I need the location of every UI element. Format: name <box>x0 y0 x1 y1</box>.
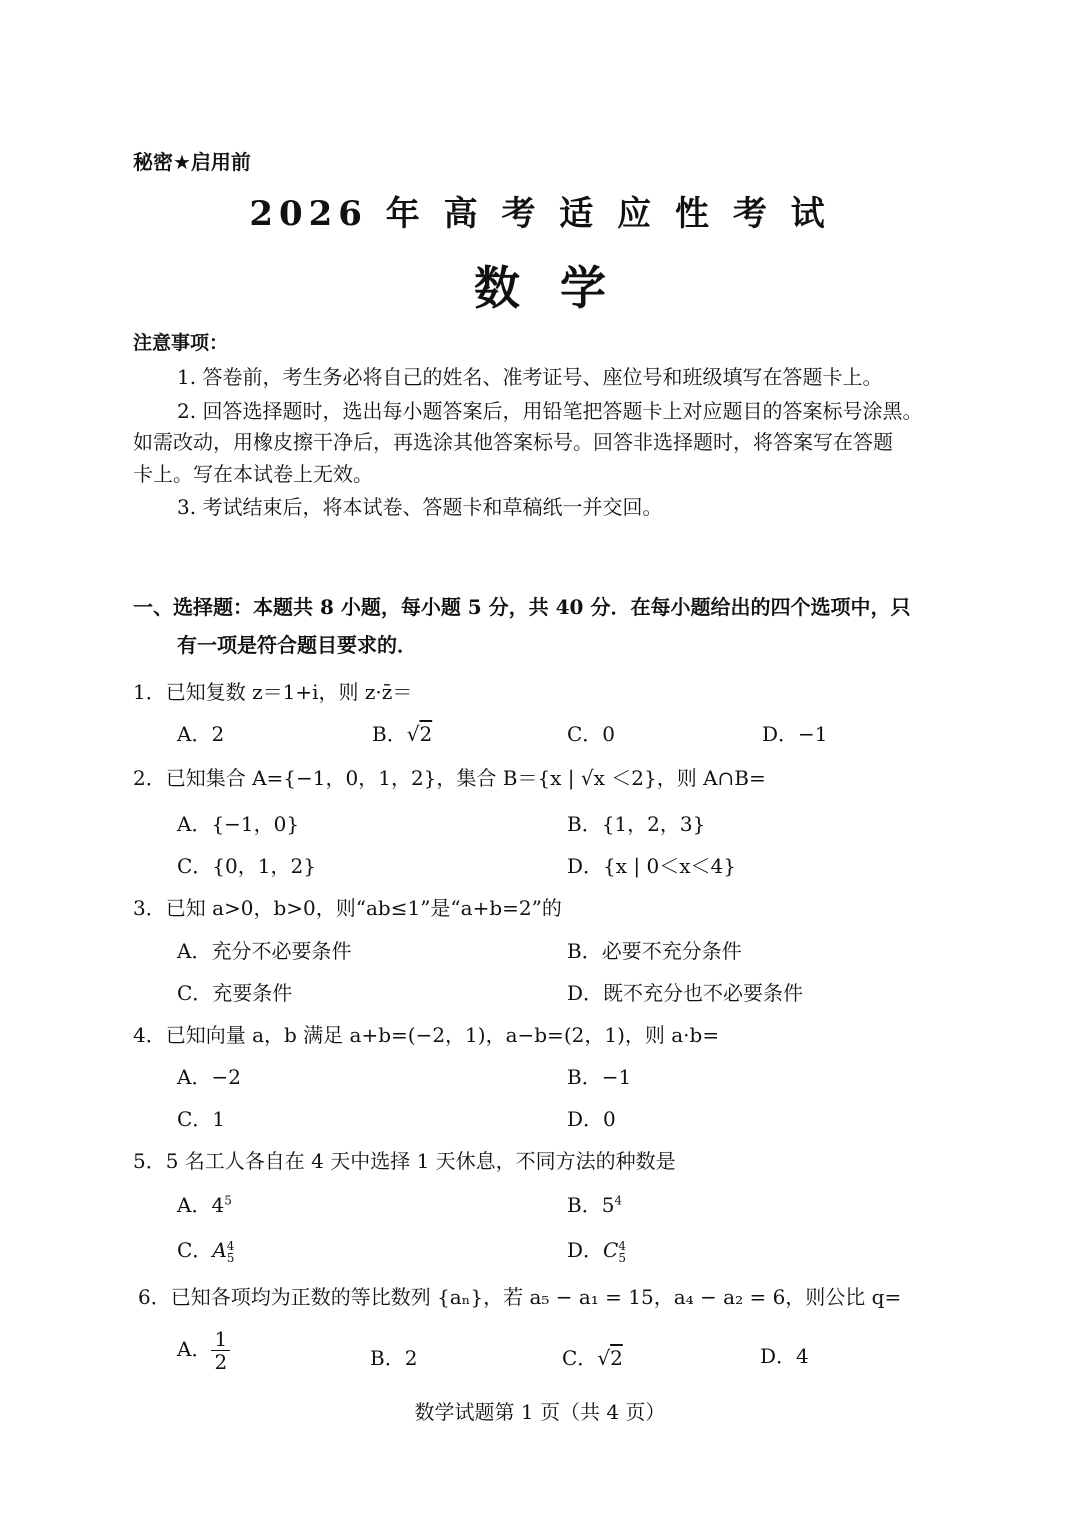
option-value: 2 <box>610 1346 623 1370</box>
question-2-option-a: A．{−1，0} <box>177 812 300 836</box>
question-6-option-d: D．4 <box>760 1344 809 1368</box>
question-3-option-b: B．必要不充分条件 <box>567 939 742 963</box>
option-label: B． <box>567 1193 602 1217</box>
page-footer: 数学试题第 1 页（共 4 页） <box>414 1400 666 1424</box>
question-3-stem: 3．已知 a>0，b>0，则“ab≤1”是“a+b=2”的 <box>133 896 562 920</box>
notice-item-3: 3. 考试结束后，将本试卷、答题卡和草稿纸一并交回。 <box>177 495 663 519</box>
subject-title: 数学 <box>474 261 646 315</box>
question-4-option-c: C．1 <box>177 1107 226 1131</box>
option-label: A． <box>177 1193 212 1217</box>
question-2-option-d: D．{x | 0＜x＜4} <box>567 854 736 878</box>
sqrt-icon: √ <box>597 1346 611 1370</box>
notice-heading: 注意事项： <box>133 332 229 354</box>
question-1-option-b <box>372 718 432 747</box>
question-3-option-d: D．既不充分也不必要条件 <box>567 981 804 1005</box>
question-4-option-d: D．0 <box>567 1107 616 1131</box>
option-indices <box>618 1240 626 1264</box>
notice-item-1: 1. 答卷前，考生务必将自己的姓名、准考证号、座位号和班级填写在答题卡上。 <box>177 365 883 389</box>
option-b-label: B． <box>372 722 407 746</box>
section-1-heading-line-2: 有一项是符合题目要求的． <box>177 633 417 657</box>
option-indices <box>227 1240 235 1264</box>
question-6-option-a <box>177 1328 230 1373</box>
question-5-option-d <box>567 1234 626 1264</box>
question-5-option-a <box>177 1189 232 1218</box>
option-superscript: 4 <box>618 1238 626 1253</box>
question-6-option-c <box>562 1342 623 1371</box>
notice-item-2-line-3: 卡上。写在本试卷上无效。 <box>133 462 373 486</box>
option-base: 4 <box>211 1193 225 1217</box>
option-subscript: 5 <box>226 1250 235 1265</box>
sqrt-icon: √ <box>406 722 420 746</box>
question-4-stem: 4．已知向量 a，b 满足 a+b=(−2，1)，a−b=(2，1)，则 a·b= <box>133 1023 720 1047</box>
fraction <box>211 1328 230 1373</box>
fraction-numerator: 1 <box>211 1328 230 1351</box>
option-label: A． <box>177 1337 212 1361</box>
option-superscript: 5 <box>224 1193 232 1208</box>
exam-title: 2026 年 高 考 适 应 性 考 试 <box>249 194 831 234</box>
question-3-option-c: C．充要条件 <box>177 981 293 1005</box>
question-2-stem: 2．已知集合 A={−1，0，1，2}，集合 B＝{x | √x ＜2}，则 A∩B= <box>133 766 766 790</box>
question-4-option-b: B．−1 <box>567 1065 632 1089</box>
notice-item-2-line-1: 2. 回答选择题时，选出每小题答案后，用铅笔把答题卡上对应题目的答案标号涂黑。 <box>177 399 923 423</box>
option-label: C． <box>562 1346 598 1370</box>
option-superscript: 4 <box>614 1193 623 1208</box>
question-2-option-b: B．{1，2，3} <box>567 812 706 836</box>
question-5-stem: 5．5 名工人各自在 4 天中选择 1 天休息，不同方法的种数是 <box>133 1149 676 1173</box>
option-base: 5 <box>601 1193 615 1217</box>
question-1-option-d: D．−1 <box>762 722 828 746</box>
question-6-stem: 6．已知各项均为正数的等比数列 {aₙ}，若 a₅ − a₁ = 15，a₄ − a₂ = 6，则公比 q= <box>138 1285 902 1309</box>
question-1-stem: 1．已知复数 z＝1+i，则 z·z̄＝ <box>133 680 413 704</box>
option-base: C <box>603 1238 619 1262</box>
question-6-option-b: B．2 <box>370 1346 418 1370</box>
option-superscript: 4 <box>226 1238 235 1253</box>
confidential-label: 秘密★启用前 <box>133 150 251 174</box>
option-base: A <box>212 1238 227 1262</box>
option-label: C． <box>177 1238 213 1262</box>
question-5-option-b <box>567 1189 622 1218</box>
option-subscript: 5 <box>618 1250 626 1265</box>
section-1-heading-line-1: 一、选择题：本题共 8 小题，每小题 5 分，共 40 分．在每小题给出的四个选项中，只 <box>133 595 911 619</box>
question-4-option-a: A．−2 <box>177 1065 241 1089</box>
question-3-option-a: A．充分不必要条件 <box>177 939 352 963</box>
question-1-option-a: A．2 <box>177 722 225 746</box>
notice-item-2-line-2: 如需改动，用橡皮擦干净后，再选涂其他答案标号。回答非选择题时，将答案写在答题 <box>133 430 893 454</box>
question-2-option-c: C．{0，1，2} <box>177 854 316 878</box>
option-label: D． <box>567 1238 604 1262</box>
fraction-denominator: 2 <box>214 1350 228 1374</box>
question-1-option-c: C．0 <box>567 722 616 746</box>
question-5-option-c <box>177 1234 234 1264</box>
option-b-value: 2 <box>419 722 433 746</box>
